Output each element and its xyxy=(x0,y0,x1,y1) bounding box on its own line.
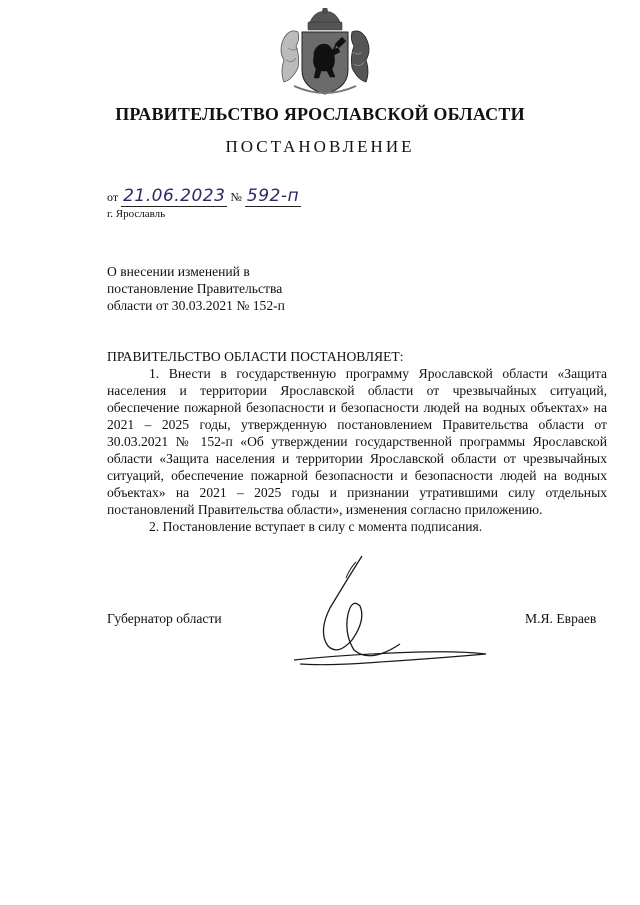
signatory-name: М.Я. Евраев xyxy=(525,611,597,626)
signatory-title: Губернатор области xyxy=(107,611,222,626)
paragraph-2: 2. Постановление вступает в силу с момента подписания. xyxy=(149,519,483,534)
document-date: 21.06.2023 xyxy=(123,186,226,206)
document-subject xyxy=(107,263,367,314)
paragraph-1: 1. Внести в государственную программу Ярославской области «Защита населения и территории Ярославской области от чрезвычайных ситуаций, обеспечение пожарной безопасности и безопасности людей на водных объектах» на 2021 – 2025 годы, утвержденную постановлением Правительства области от 30.03.2021 № 152-п «Об утверждении государственной программы Ярославской области «Защита населения и территории Ярославской области от чрезвычайных ситуаций, обеспечение пожарной безопасности и безопасности людей на водных объектах» на 2021 – 2025 годы и признании утратившими силу отдельных постановлений Правительства области», изменения согласно приложению. xyxy=(107,366,607,517)
decree-heading: ПРАВИТЕЛЬСТВО ОБЛАСТИ ПОСТАНОВЛЯЕТ: xyxy=(107,349,404,364)
date-prefix: от xyxy=(107,190,119,204)
number-prefix: № xyxy=(230,190,242,204)
signature-icon xyxy=(290,548,490,673)
document-type: ПОСТАНОВЛЕНИЕ xyxy=(225,137,415,156)
subject-line: области от 30.03.2021 № 152-п xyxy=(107,298,285,313)
subject-line: постановление Правительства xyxy=(107,281,283,296)
organization-title: ПРАВИТЕЛЬСТВО ЯРОСЛАВСКОЙ ОБЛАСТИ xyxy=(115,104,525,124)
city-label: г. Ярославль xyxy=(107,208,166,220)
subject-line: О внесении изменений в xyxy=(107,264,250,279)
document-number: 592-п xyxy=(246,186,300,206)
date-number-line xyxy=(107,188,301,207)
coat-of-arms-icon xyxy=(276,8,374,96)
document-body xyxy=(107,348,607,535)
